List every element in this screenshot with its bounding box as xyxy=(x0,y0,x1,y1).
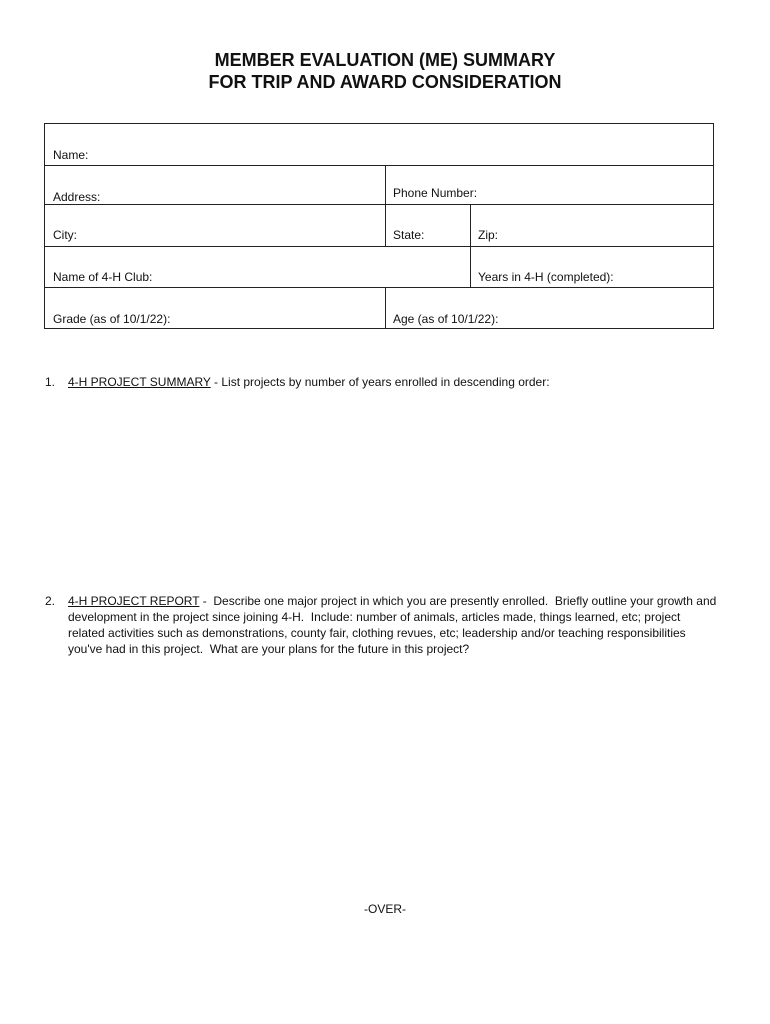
column-divider xyxy=(385,287,386,329)
section-number: 1. xyxy=(45,375,56,389)
row-divider xyxy=(45,246,713,247)
project-report-section xyxy=(45,593,725,663)
section-instructions: - List projects by number of years enrolled in descending order: xyxy=(210,375,550,389)
address-field[interactable]: Address: xyxy=(53,190,101,204)
section-number: 2. xyxy=(45,594,56,608)
form-title-line-2: FOR TRIP AND AWARD CONSIDERATION xyxy=(208,72,562,92)
phone-number-field[interactable]: Phone Number: xyxy=(393,186,478,200)
section-body xyxy=(68,593,718,657)
form-title-line-1: MEMBER EVALUATION (ME) SUMMARY xyxy=(214,50,556,70)
row-divider xyxy=(45,165,713,166)
years-in-4h-field[interactable]: Years in 4-H (completed): xyxy=(478,270,614,284)
grade-field[interactable]: Grade (as of 10/1/22): xyxy=(53,312,171,326)
over-page-indicator: -OVER- xyxy=(364,902,406,916)
city-field[interactable]: City: xyxy=(53,228,77,242)
column-divider xyxy=(470,204,471,287)
section-body xyxy=(68,374,718,390)
section-heading: 4-H PROJECT REPORT xyxy=(68,594,200,608)
age-field[interactable]: Age (as of 10/1/22): xyxy=(393,312,499,326)
row-divider xyxy=(45,204,713,205)
project-summary-section xyxy=(45,374,725,390)
zip-field[interactable]: Zip: xyxy=(478,228,499,242)
section-heading: 4-H PROJECT SUMMARY xyxy=(68,375,211,389)
state-field[interactable]: State: xyxy=(393,228,425,242)
member-info-table xyxy=(44,123,714,329)
column-divider xyxy=(385,165,386,247)
name-field[interactable]: Name: xyxy=(53,148,89,162)
row-divider xyxy=(45,287,713,288)
club-name-field[interactable]: Name of 4-H Club: xyxy=(53,270,153,284)
section-instructions: - Describe one major project in which you are presently enrolled. Briefly outline your growth and development in the project since joining 4-H. Include: number of animals, articles made, things learned, etc; project related activities such as demonstrations, county fair, clothing revues, etc; leadership and/or teaching responsibilities you've had in this project. What are your plans for the future in this project? xyxy=(68,594,720,656)
